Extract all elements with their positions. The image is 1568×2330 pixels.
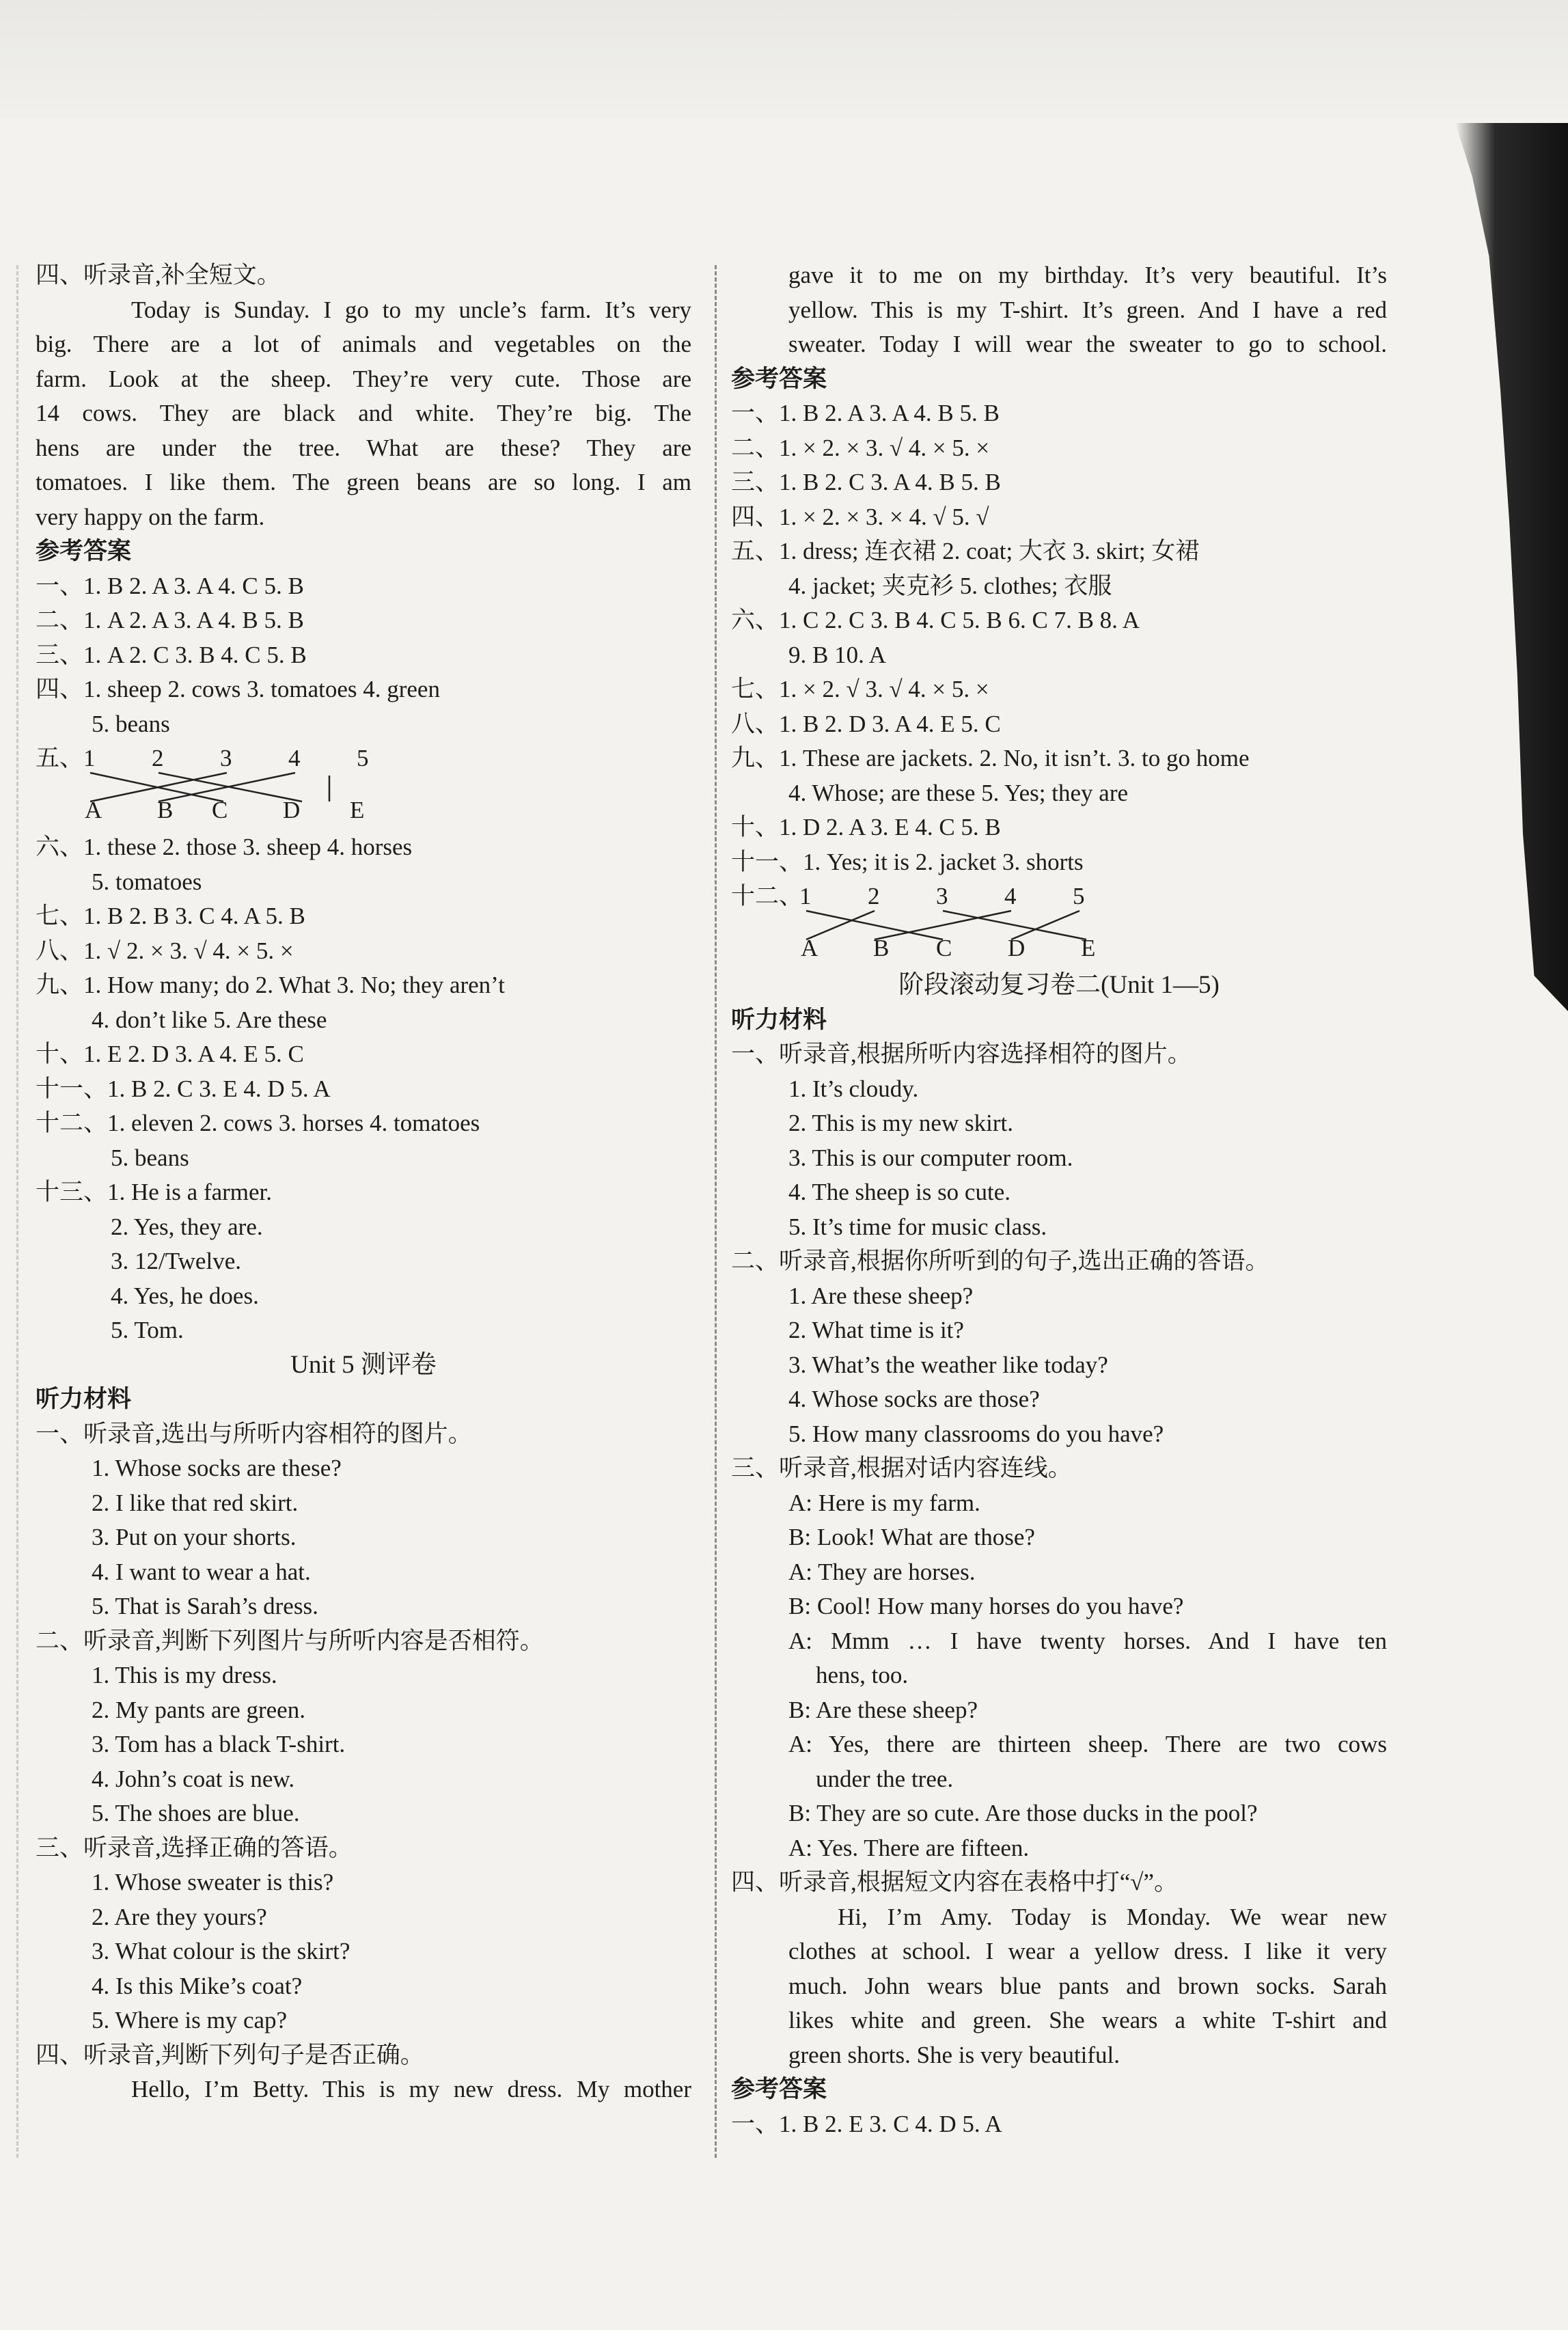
question-item: 1. Whose socks are these? (92, 1455, 342, 1481)
question-item: 2. What time is it? (788, 1317, 964, 1343)
passage-line: big. There are a lot of animals and vegetables on the (36, 331, 691, 357)
answer-line: 十、1. E 2. D 3. A 4. E 5. C (36, 1041, 304, 1067)
dialogue-line: B: Cool! How many horses do you have? (788, 1593, 1184, 1619)
answer-line: 四、1. sheep 2. cows 3. tomatoes 4. green (36, 676, 440, 702)
question-item: 2. Are they yours? (92, 1903, 267, 1930)
passage-line: gave it to me on my birthday. It’s very beautiful. It’s (788, 262, 1387, 288)
answer-line: 八、1. √ 2. × 3. √ 4. × 5. × (36, 937, 294, 964)
question-item: 3. What’s the weather like today? (788, 1351, 1108, 1378)
match-letter: B (157, 797, 174, 823)
answer-line: 4. Yes, he does. (111, 1282, 259, 1309)
passage-line: likes white and green. She wears a white T-shirt and (788, 2007, 1387, 2033)
section-title: 阶段滚动复习卷二(Unit 1—5) (898, 971, 1220, 999)
section-heading: 四、听录音,补全短文。 (36, 262, 281, 288)
passage-line: very happy on the farm. (36, 503, 265, 530)
answer-line: 二、1. × 2. × 3. √ 4. × 5. × (731, 434, 990, 461)
answer-line: 九、1. How many; do 2. What 3. No; they aren’t (36, 972, 505, 998)
match-num: 1 (83, 745, 96, 771)
match-letter: D (283, 797, 301, 823)
question-item: 3. What colour is the skirt? (92, 1938, 350, 1964)
page-top-band (0, 0, 1568, 120)
question-item: 4. The sheep is so cute. (788, 1179, 1010, 1205)
answers-heading: 参考答案 (731, 365, 827, 392)
passage-line: green shorts. She is very beautiful. (788, 2041, 1120, 2068)
question-item: 1. Are these sheep? (788, 1282, 974, 1309)
question-item: 5. The shoes are blue. (92, 1800, 300, 1826)
match-letter: E (350, 797, 365, 823)
match-letter: A (801, 935, 819, 961)
match-num: 3 (220, 745, 232, 771)
dialogue-line: A: Mmm … I have twenty horses. And I have ten (788, 1627, 1387, 1654)
question-item: 5. How many classrooms do you have? (788, 1420, 1164, 1447)
match-label: 五、 (36, 745, 84, 771)
question-heading: 四、听录音,判断下列句子是否正确。 (36, 2041, 424, 2068)
answer-line: 十一、1. B 2. C 3. E 4. D 5. A (36, 1075, 331, 1102)
match-num: 5 (1073, 883, 1085, 909)
question-heading: 一、听录音,根据所听内容选择相符的图片。 (731, 1041, 1192, 1067)
answer-line: 4. Whose; are these 5. Yes; they are (788, 779, 1129, 806)
answers-heading: 参考答案 (731, 2076, 827, 2102)
dialogue-line: A: Here is my farm. (788, 1489, 980, 1516)
passage-line: Hello, I’m Betty. This is my new dress. My mother (131, 2076, 691, 2102)
dialogue-line: A: Yes, there are thirteen sheep. There are two cows (788, 1731, 1387, 1757)
question-item: 4. I want to wear a hat. (92, 1558, 311, 1585)
question-item: 3. This is our computer room. (788, 1144, 1073, 1171)
answer-line: 十二、1. eleven 2. cows 3. horses 4. tomatoes (36, 1110, 480, 1136)
answer-line: 一、1. B 2. A 3. A 4. B 5. B (731, 400, 1000, 426)
answer-line: 三、1. B 2. C 3. A 4. B 5. B (731, 469, 1001, 495)
passage-line: Today is Sunday. I go to my uncle’s farm. It’s very (131, 296, 691, 323)
match-letter: C (936, 935, 952, 961)
answer-line: 2. Yes, they are. (111, 1213, 263, 1240)
answers-heading: 参考答案 (36, 538, 132, 564)
question-item: 4. Is this Mike’s coat? (92, 1972, 303, 1999)
dialogue-line: B: They are so cute. Are those ducks in the pool? (788, 1800, 1258, 1826)
match-num: 4 (288, 745, 301, 771)
answer-line: 5. Tom. (111, 1317, 184, 1343)
match-num: 2 (868, 883, 880, 909)
question-item: 2. This is my new skirt. (788, 1110, 1013, 1136)
answer-line: 一、1. B 2. A 3. A 4. C 5. B (36, 572, 304, 599)
dialogue-line: under the tree. (816, 1765, 954, 1792)
passage-line: much. John wears blue pants and brown socks. Sarah (788, 1972, 1387, 1999)
question-heading: 二、听录音,判断下列图片与所听内容是否相符。 (36, 1627, 544, 1654)
listening-heading: 听力材料 (731, 1006, 827, 1033)
listening-heading: 听力材料 (36, 1386, 132, 1412)
question-item: 5. That is Sarah’s dress. (92, 1593, 318, 1619)
answer-line: 六、1. C 2. C 3. B 4. C 5. B 6. C 7. B 8. A (731, 607, 1140, 633)
answer-line: 九、1. These are jackets. 2. No, it isn’t. 3. to go home (731, 745, 1250, 771)
question-heading: 二、听录音,根据你所听到的句子,选出正确的答语。 (731, 1248, 1269, 1274)
passage-line: Hi, I’m Amy. Today is Monday. We wear new (838, 1903, 1387, 1930)
passage-line: clothes at school. I wear a yellow dress. I like it very (788, 1938, 1387, 1964)
answer-line: 三、1. A 2. C 3. B 4. C 5. B (36, 641, 307, 668)
answer-line: 四、1. × 2. × 3. × 4. √ 5. √ (731, 503, 989, 530)
dialogue-line: A: They are horses. (788, 1558, 976, 1585)
answer-line: 一、1. B 2. E 3. C 4. D 5. A (731, 2110, 1002, 2137)
match-num: 1 (799, 883, 812, 909)
question-heading: 一、听录音,选出与所听内容相符的图片。 (36, 1420, 472, 1447)
passage-line: farm. Look at the sheep. They’re very cute. Those are (36, 365, 691, 392)
passage-line: yellow. This is my T-shirt. It’s green. And I have a red (788, 296, 1387, 323)
question-item: 2. I like that red skirt. (92, 1489, 299, 1516)
dialogue-line: B: Look! What are those? (788, 1524, 1035, 1550)
question-item: 3. Tom has a black T-shirt. (92, 1731, 346, 1757)
question-item: 5. Where is my cap? (92, 2007, 288, 2033)
question-item: 1. It’s cloudy. (788, 1075, 919, 1102)
question-heading: 四、听录音,根据短文内容在表格中打“√”。 (731, 1869, 1179, 1895)
passage-line: sweater. Today I will wear the sweater to go to school. (788, 331, 1387, 357)
answer-line: 5. tomatoes (92, 868, 202, 895)
question-heading: 三、听录音,根据对话内容连线。 (731, 1455, 1072, 1481)
match-num: 3 (936, 883, 948, 909)
left-column (36, 258, 691, 2107)
page-curl-shadow (1455, 123, 1568, 1011)
answer-line: 十一、1. Yes; it is 2. jacket 3. shorts (731, 848, 1084, 875)
passage-line: tomatoes. I like them. The green beans are so long. I am (36, 469, 691, 495)
question-item: 4. John’s coat is new. (92, 1765, 295, 1792)
answer-line: 5. beans (111, 1144, 189, 1171)
match-label: 十二、 (731, 883, 803, 909)
answer-line: 3. 12/Twelve. (111, 1248, 241, 1274)
answer-line: 4. don’t like 5. Are these (92, 1006, 327, 1033)
question-item: 3. Put on your shorts. (92, 1524, 297, 1550)
section-title: Unit 5 测评卷 (290, 1350, 437, 1379)
answer-line: 五、1. dress; 连衣裙 2. coat; 大衣 3. skirt; 女裙 (731, 538, 1200, 564)
dialogue-line: B: Are these sheep? (788, 1696, 978, 1723)
answer-line: 二、1. A 2. A 3. A 4. B 5. B (36, 607, 304, 633)
match-letter: B (873, 935, 890, 961)
dialogue-line: hens, too. (816, 1662, 909, 1688)
passage-line: hens are under the tree. What are these? They are (36, 434, 691, 461)
question-item: 1. Whose sweater is this? (92, 1869, 334, 1895)
match-letter: C (212, 797, 228, 823)
match-letter: E (1081, 935, 1096, 961)
answer-line: 十三、1. He is a farmer. (36, 1179, 273, 1205)
match-num: 4 (1004, 883, 1017, 909)
match-num: 2 (152, 745, 164, 771)
matching-answer-right (731, 879, 1387, 968)
answer-line: 七、1. B 2. B 3. C 4. A 5. B (36, 903, 305, 929)
match-letter: A (85, 797, 102, 823)
answer-line: 八、1. B 2. D 3. A 4. E 5. C (731, 710, 1001, 737)
answer-line: 六、1. these 2. those 3. sheep 4. horses (36, 834, 413, 860)
matching-answer-left (36, 741, 691, 830)
right-column (731, 258, 1387, 2141)
answer-line: 十、1. D 2. A 3. E 4. C 5. B (731, 814, 1001, 840)
answer-line: 9. B 10. A (788, 641, 886, 668)
passage-line: 14 cows. They are black and white. They’re big. The (36, 400, 691, 426)
answer-line: 七、1. × 2. √ 3. √ 4. × 5. × (731, 676, 989, 702)
question-item: 5. It’s time for music class. (788, 1213, 1047, 1240)
dialogue-line: A: Yes. There are fifteen. (788, 1834, 1030, 1861)
question-heading: 三、听录音,选择正确的答语。 (36, 1834, 353, 1861)
match-letter: D (1008, 935, 1026, 961)
question-item: 4. Whose socks are those? (788, 1386, 1040, 1412)
question-item: 1. This is my dress. (92, 1662, 277, 1688)
question-item: 2. My pants are green. (92, 1696, 305, 1723)
answer-line: 4. jacket; 夹克衫 5. clothes; 衣服 (788, 572, 1112, 599)
answer-line: 5. beans (92, 710, 170, 737)
left-margin-rule (16, 265, 18, 2158)
column-divider (715, 265, 717, 2158)
match-num: 5 (357, 745, 369, 771)
